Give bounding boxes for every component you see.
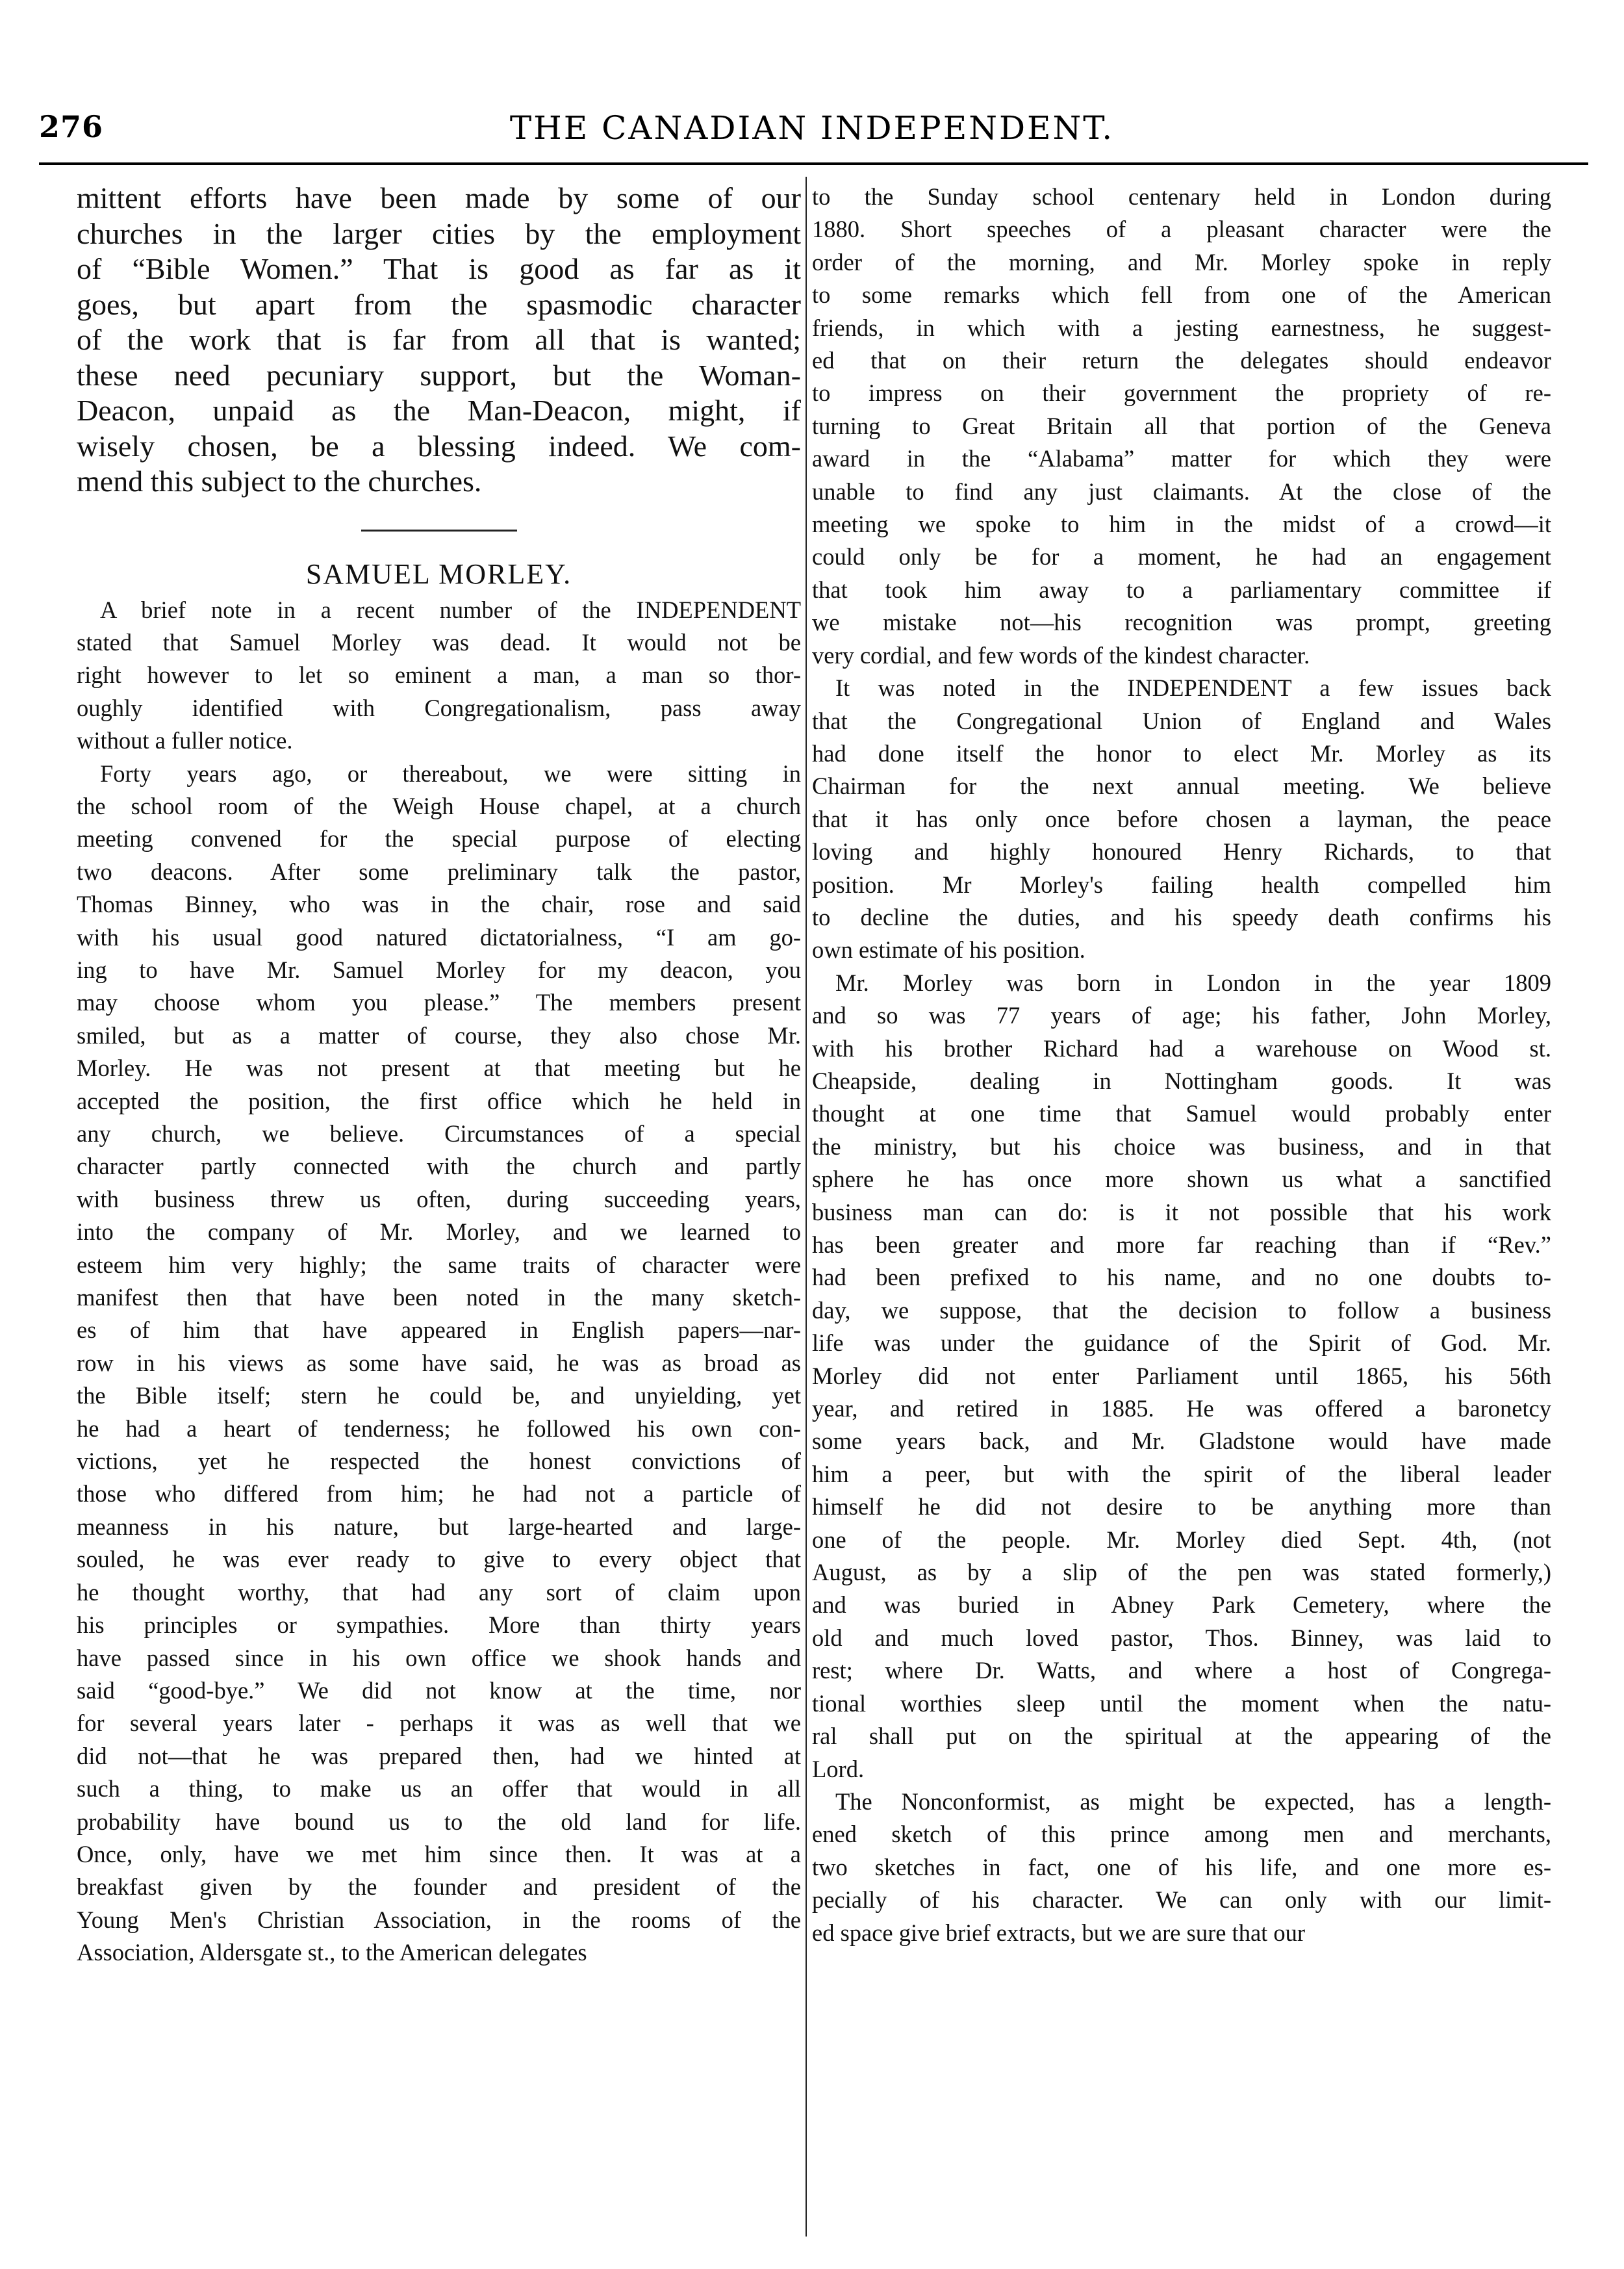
text-line: said “good-bye.” We did not know at the time, nor <box>77 1676 801 1704</box>
text-line: ing to have Mr. Samuel Morley for my deacon, you <box>77 956 801 983</box>
article-paragraph-3 <box>812 181 1551 672</box>
text-line: with his brother Richard had a warehouse on Wood st. <box>812 1034 1551 1062</box>
text-line: such a thing, to make us an offer that would in all <box>77 1775 801 1802</box>
article-paragraph-6 <box>812 1786 1551 1949</box>
text-line: did not—that he was prepared then, had we hinted at <box>77 1742 801 1769</box>
text-line: right however to let so eminent a man, a man so thor- <box>77 661 801 689</box>
text-line: himself he did not desire to be anything more than <box>812 1493 1551 1520</box>
text-line: own estimate of his position. <box>812 936 1085 964</box>
text-line: ed that on their return the delegates should endeavor <box>812 347 1551 374</box>
text-line: of the work that is far from all that is wanted; <box>77 323 801 356</box>
text-line: old and much loved pastor, Thos. Binney, was laid to <box>812 1624 1551 1651</box>
text-line: unable to find any just claimants. At the close of the <box>812 478 1551 505</box>
text-line: has been greater and more far reaching than if “Rev.” <box>812 1231 1551 1258</box>
text-line: ral shall put on the spiritual at the appearing of the <box>812 1723 1551 1750</box>
text-line: esteem him very highly; the same traits of character were <box>77 1251 801 1278</box>
text-line: breakfast given by the founder and president of the <box>77 1873 801 1901</box>
text-line: sphere he has once more shown us what a sanctified <box>812 1166 1551 1193</box>
header-rule <box>39 162 1588 165</box>
column-divider <box>806 177 807 2237</box>
text-line: meeting convened for the special purpose of electing <box>77 825 801 852</box>
text-line: have passed since in his own office we shook hands and <box>77 1644 801 1671</box>
text-line: for several years later - perhaps it was as well that we <box>77 1710 801 1737</box>
text-line: manifest then that have been noted in the many sketch- <box>77 1284 801 1311</box>
text-line: Forty years ago, or thereabout, we were sitting in <box>100 760 801 787</box>
text-line: A brief note in a recent number of the INDEPENDENT <box>100 596 801 623</box>
text-line: to some remarks which fell from one of the American <box>812 281 1551 309</box>
text-line: rest; where Dr. Watts, and where a host of Congrega- <box>812 1657 1551 1684</box>
text-line: accepted the position, the first office which he held in <box>77 1087 801 1114</box>
text-line: to decline the duties, and his speedy death confirms his <box>812 903 1551 930</box>
text-line: tional worthies sleep until the moment when the natu- <box>812 1689 1551 1717</box>
text-line: August, as by a slip of the pen was stated formerly,) <box>812 1559 1551 1586</box>
text-line: two sketches in fact, one of his life, and one more es- <box>812 1853 1551 1880</box>
text-line: day, we suppose, that the decision to follow a business <box>812 1296 1551 1324</box>
text-line: the ministry, but his choice was business, and in that <box>812 1133 1551 1160</box>
text-line: meeting we spoke to him in the midst of a crowd—it <box>812 511 1551 538</box>
text-line: and was buried in Abney Park Cemetery, where the <box>812 1591 1551 1619</box>
text-line: life was under the guidance of the Spirit of God. Mr. <box>812 1329 1551 1357</box>
text-line: loving and highly honoured Henry Richards, to that <box>812 838 1551 865</box>
text-line: Mr. Morley was born in London in the year 1809 <box>835 969 1551 996</box>
text-line: Chairman for the next annual meeting. We believe <box>812 773 1551 800</box>
text-line: him a peer, but with the spirit of the liberal leader <box>812 1460 1551 1487</box>
text-line: without a fuller notice. <box>77 727 293 754</box>
text-line: of “Bible Women.” That is good as far as it <box>77 252 801 285</box>
text-line: wisely chosen, be a blessing indeed. We com- <box>77 429 801 463</box>
text-line: mend this subject to the churches. <box>77 465 482 498</box>
text-line: friends, in which with a jesting earnestness, he suggest- <box>812 314 1551 341</box>
text-line: Lord. <box>812 1755 865 1782</box>
text-line: the Bible itself; stern he could be, and unyielding, yet <box>77 1382 801 1409</box>
text-line: could only be for a moment, he had an engagement <box>812 543 1551 570</box>
article-paragraph-1 <box>77 594 801 758</box>
page-number: 276 <box>39 109 104 144</box>
text-line: very cordial, and few words of the kindest character. <box>812 641 1310 669</box>
text-line: souled, he was ever ready to give to every object that <box>77 1546 801 1573</box>
text-line: 1880. Short speeches of a pleasant character were the <box>812 216 1551 243</box>
text-line: had been prefixed to his name, and no one doubts to- <box>812 1264 1551 1291</box>
text-line: It was noted in the INDEPENDENT a few issues back <box>835 674 1551 702</box>
text-line: we mistake not—his recognition was prompt, greeting <box>812 609 1551 636</box>
page-header <box>39 109 1585 155</box>
text-line: Once, only, have we met him since then. It was at a <box>77 1840 801 1867</box>
text-line: to the Sunday school centenary held in London during <box>812 183 1551 210</box>
text-line: probability have bound us to the old land for life. <box>77 1808 801 1835</box>
text-line: goes, but apart from the spasmodic character <box>77 287 801 321</box>
text-line: es of him that have appeared in English papers—nar- <box>77 1316 801 1344</box>
text-line: award in the “Alabama” matter for which they were <box>812 445 1551 472</box>
text-line: Association, Aldersgate st., to the American delegates <box>77 1939 587 1966</box>
text-line: two deacons. After some preliminary talk the pastor, <box>77 858 801 885</box>
text-line: he thought worthy, that had any sort of claim upon <box>77 1578 801 1606</box>
text-line: into the company of Mr. Morley, and we learned to <box>77 1218 801 1246</box>
text-line: thought at one time that Samuel would probably enter <box>812 1100 1551 1127</box>
text-line: Deacon, unpaid as the Man-Deacon, might, if <box>77 394 801 427</box>
text-line: ed space give brief extracts, but we are sure that our <box>812 1919 1306 1946</box>
text-line: year, and retired in 1885. He was offered a baronetcy <box>812 1395 1551 1422</box>
text-line: victions, yet he respected the honest convictions of <box>77 1448 801 1475</box>
text-line: and so was 77 years of age; his father, John Morley, <box>812 1002 1551 1029</box>
text-line: Cheapside, dealing in Nottingham goods. It was <box>812 1067 1551 1094</box>
text-line: row in his views as some have said, he was as broad as <box>77 1349 801 1376</box>
text-line: may choose whom you please.” The members present <box>77 989 801 1016</box>
text-line: stated that Samuel Morley was dead. It would not be <box>77 628 801 656</box>
text-line: these need pecuniary support, but the Woman- <box>77 358 801 392</box>
lead-paragraph <box>77 181 801 500</box>
article-paragraph-2 <box>77 758 801 1969</box>
text-line: order of the morning, and Mr. Morley spoke in reply <box>812 248 1551 276</box>
text-line: position. Mr Morley's failing health compelled him <box>812 871 1551 898</box>
right-column <box>812 181 1551 1949</box>
text-line: Young Men's Christian Association, in the rooms of the <box>77 1906 801 1933</box>
left-column <box>77 181 801 1969</box>
text-line: Thomas Binney, who was in the chair, rose and said <box>77 891 801 918</box>
article-paragraph-5 <box>812 967 1551 1786</box>
text-line: ened sketch of this prince among men and merchants, <box>812 1821 1551 1848</box>
text-line: some years back, and Mr. Gladstone would have made <box>812 1428 1551 1455</box>
text-line: pecially of his character. We can only with our limit- <box>812 1886 1551 1914</box>
text-line: one of the people. Mr. Morley died Sept. 4th, (not <box>812 1526 1551 1553</box>
text-line: to impress on their government the propriety of re- <box>812 379 1551 407</box>
text-line: turning to Great Britain all that portion of the Geneva <box>812 412 1551 439</box>
text-line: mittent efforts have been made by some of our <box>77 181 801 214</box>
text-line: that the Congregational Union of England and Wales <box>812 707 1551 734</box>
text-line: his principles or sympathies. More than thirty years <box>77 1611 801 1639</box>
text-line: business man can do: is it not possible that his work <box>812 1198 1551 1225</box>
text-line: Morley did not enter Parliament until 1865, his 56th <box>812 1362 1551 1389</box>
text-line: he had a heart of tenderness; he followed his own con- <box>77 1415 801 1442</box>
text-line: smiled, but as a matter of course, they also chose Mr. <box>77 1021 801 1049</box>
text-line: oughly identified with Congregationalism, pass away <box>77 694 801 721</box>
journal-title: THE CANADIAN INDEPENDENT. <box>509 109 1115 147</box>
text-line: the school room of the Weigh House chapel, at a church <box>77 792 801 819</box>
text-line: had done itself the honor to elect Mr. Morley as its <box>812 739 1551 767</box>
text-line: with his usual good natured dictatorialness, “I am go- <box>77 923 801 951</box>
text-line: meanness in his nature, but large-hearted and large- <box>77 1513 801 1540</box>
section-separator-rule <box>361 530 517 532</box>
text-line: with business threw us often, during succeeding years, <box>77 1185 801 1212</box>
text-line: character partly connected with the church and partly <box>77 1153 801 1180</box>
article-paragraph-4 <box>812 672 1551 967</box>
text-line: that it has only once before chosen a layman, the peace <box>812 805 1551 832</box>
text-line: churches in the larger cities by the employment <box>77 216 801 250</box>
text-line: that took him away to a parliamentary committee if <box>812 576 1551 603</box>
section-heading: SAMUEL MORLEY. <box>305 558 572 590</box>
text-line: Morley. He was not present at that meeting but he <box>77 1055 801 1082</box>
text-line: The Nonconformist, as might be expected, has a length- <box>835 1788 1551 1815</box>
text-line: any church, we believe. Circumstances of a special <box>77 1120 801 1147</box>
text-line: those who differed from him; he had not a particle of <box>77 1480 801 1507</box>
